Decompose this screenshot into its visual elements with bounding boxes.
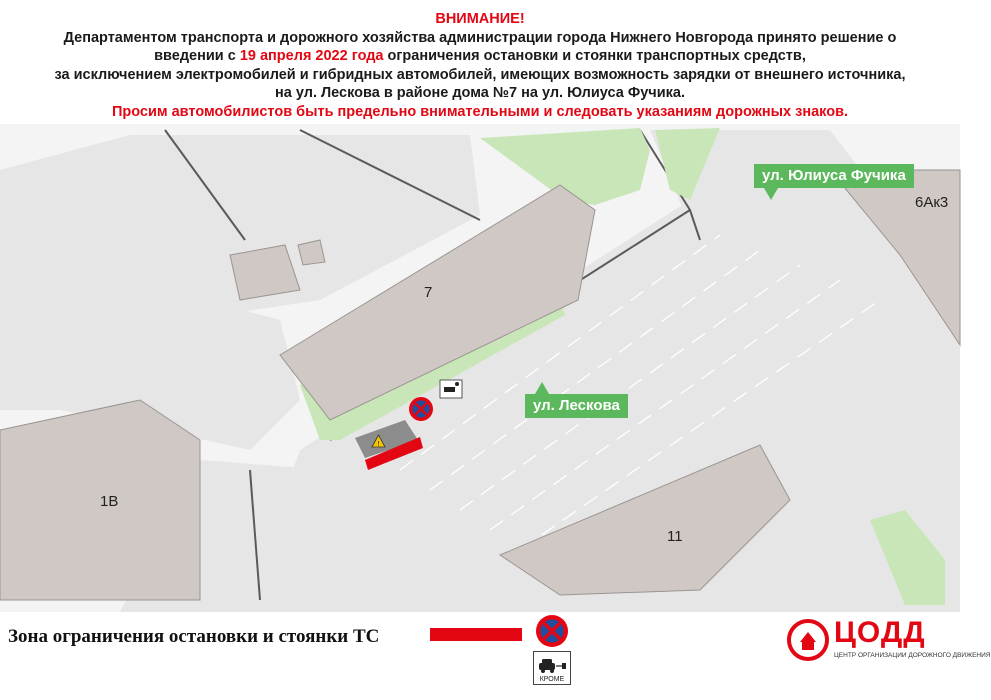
notice-line-2: введении с 19 апреля 2022 года ограничения остановки и стоянки транспортных средств, bbox=[154, 48, 806, 64]
notice-line-5: Просим автомобилистов быть предельно внимательными и следовать указаниям дорожных знаков. bbox=[111, 103, 849, 120]
legend-zone-bar bbox=[430, 628, 522, 641]
codd-logo-emblem-icon bbox=[786, 618, 830, 662]
codd-logo-subtitle: ЦЕНТР ОРГАНИЗАЦИИ ДОРОЖНОГО ДВИЖЕНИЯ bbox=[834, 652, 991, 659]
codd-logo bbox=[786, 614, 991, 670]
no-stopping-sign-icon bbox=[409, 397, 433, 421]
codd-logo-name: ЦОДД bbox=[834, 616, 926, 649]
notice-line-4: на ул. Лескова в районе дома №7 на ул. Юлиуса Фучика. bbox=[275, 85, 685, 101]
except-label: КРОМЕ bbox=[539, 676, 565, 683]
electric-car-charging-icon bbox=[534, 654, 570, 676]
street-label-leskova: ул. Лескова bbox=[525, 394, 628, 418]
legend-no-stopping-sign-icon bbox=[535, 614, 569, 648]
street-label-fuchika: ул. Юлиуса Фучика bbox=[754, 164, 914, 188]
map-drawing bbox=[0, 124, 960, 612]
legend-except-plate bbox=[533, 651, 571, 685]
electric-car-icon bbox=[440, 380, 462, 398]
building-number-7: 7 bbox=[424, 284, 433, 301]
notice-line-3: за исключением электромобилей и гибридных автомобилей, имеющих возможность зарядки от внешнего источника, bbox=[54, 66, 906, 83]
building-number-1v: 1В bbox=[100, 493, 119, 510]
building-number-11: 11 bbox=[667, 528, 683, 545]
notice-attention: ВНИМАНИЕ! bbox=[435, 11, 525, 27]
notice-date: 19 апреля 2022 года bbox=[239, 48, 384, 64]
building-tiny bbox=[298, 240, 325, 265]
svg-text:!: ! bbox=[377, 440, 380, 448]
legend-zone-text: Зона ограничения остановки и стоянки ТС bbox=[8, 626, 380, 647]
building-number-6ak3: 6Ак3 bbox=[915, 194, 949, 211]
notice-header bbox=[0, 0, 960, 124]
notice-line-1: Департаментом транспорта и дорожного хозяйства администрации города Нижнего Новгорода принято решение о bbox=[63, 29, 897, 46]
map-area bbox=[0, 124, 960, 612]
